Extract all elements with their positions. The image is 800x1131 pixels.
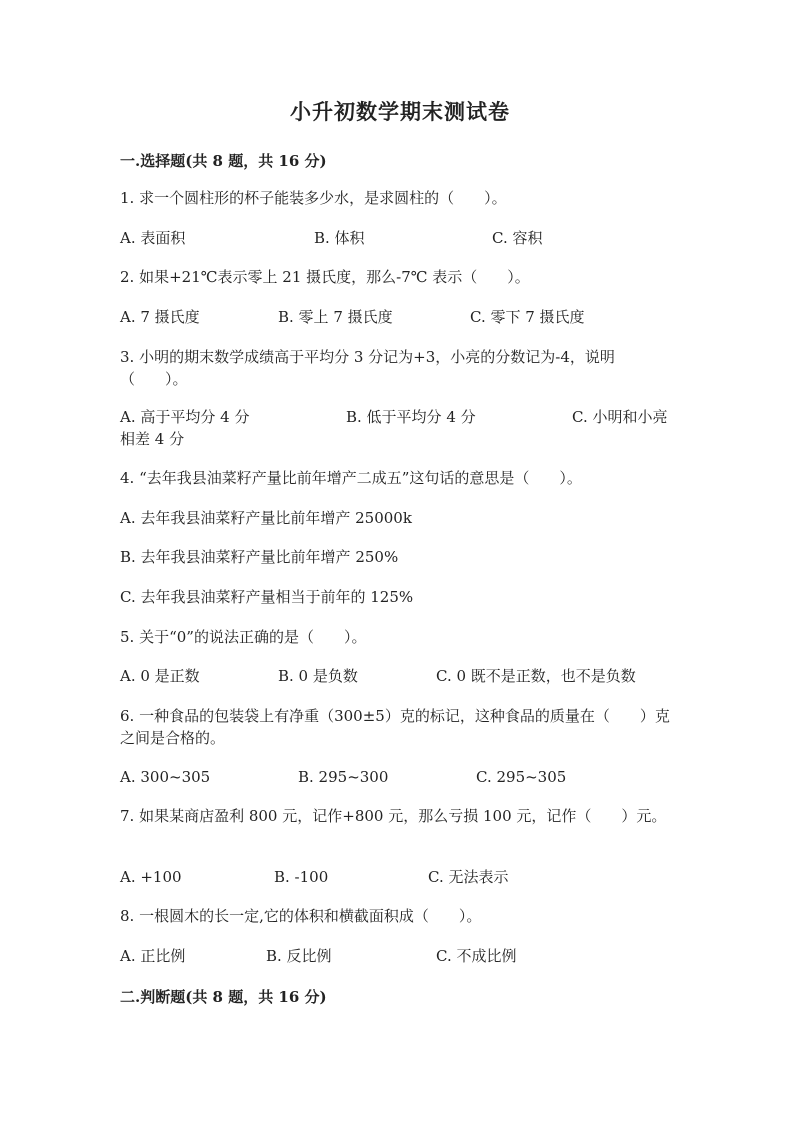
option-c: C. 0 既不是正数，也不是负数	[436, 667, 636, 685]
section-heading-judgement: 二.判断题(共 8 题，共 16 分)	[120, 988, 327, 1006]
question-8: 8. 一根圆木的长一定,它的体积和横截面积成（ ）。	[120, 907, 482, 925]
question-2: 2. 如果+21℃表示零上 21 摄氏度，那么-7℃ 表示（ ）。	[120, 268, 530, 286]
option-b: B. 低于平均分 4 分	[346, 408, 476, 426]
option-c: C. 容积	[492, 229, 543, 247]
option-a: A. +100	[120, 868, 182, 886]
option-a: A. 7 摄氏度	[120, 308, 200, 326]
option-b: B. 零上 7 摄氏度	[278, 308, 393, 326]
option-a: A. 表面积	[120, 229, 186, 247]
option-b: B. -100	[274, 868, 329, 886]
section-heading-choice: 一.选择题(共 8 题，共 16 分)	[120, 152, 327, 170]
question-6: 6. 一种食品的包装袋上有净重（300±5）克的标记，这种食品的质量在（ ）克之间是合格的。	[120, 707, 670, 747]
question-3: 3. 小明的期末数学成绩高于平均分 3 分记为+3，小亮的分数记为-4，说明（ ）。	[120, 348, 615, 388]
question-1: 1. 求一个圆柱形的杯子能装多少水，是求圆柱的（ ）。	[120, 189, 507, 207]
question-7: 7. 如果某商店盈利 800 元，记作+800 元，那么亏损 100 元，记作（ ）元。	[120, 807, 667, 825]
option-b: B. 0 是负数	[278, 667, 358, 685]
option-c: C. 295~305	[476, 768, 567, 786]
option-a: A. 高于平均分 4 分	[120, 408, 250, 426]
option-a: A. 0 是正数	[120, 667, 200, 685]
option-c: C. 去年我县油菜籽产量相当于前年的 125%	[120, 588, 414, 606]
page-title: 小升初数学期末测试卷	[290, 99, 510, 124]
option-b: B. 295~300	[298, 768, 389, 786]
question-4: 4. “去年我县油菜籽产量比前年增产二成五”这句话的意思是（ ）。	[120, 469, 582, 487]
option-c-continuation: 相差 4 分	[120, 430, 185, 448]
option-c: C. 零下 7 摄氏度	[470, 308, 585, 326]
option-b: B. 去年我县油菜籽产量比前年增产 250%	[120, 548, 399, 566]
option-b: B. 体积	[314, 229, 365, 247]
option-a: A. 正比例	[120, 947, 186, 965]
option-c: C. 无法表示	[428, 868, 509, 886]
option-a: A. 300~305	[120, 768, 211, 786]
question-5: 5. 关于“0”的说法正确的是（ ）。	[120, 628, 367, 646]
option-a: A. 去年我县油菜籽产量比前年增产 25000k	[120, 509, 412, 527]
option-c: C. 不成比例	[436, 947, 517, 965]
option-c: C. 小明和小亮	[572, 408, 668, 426]
option-b: B. 反比例	[266, 947, 332, 965]
